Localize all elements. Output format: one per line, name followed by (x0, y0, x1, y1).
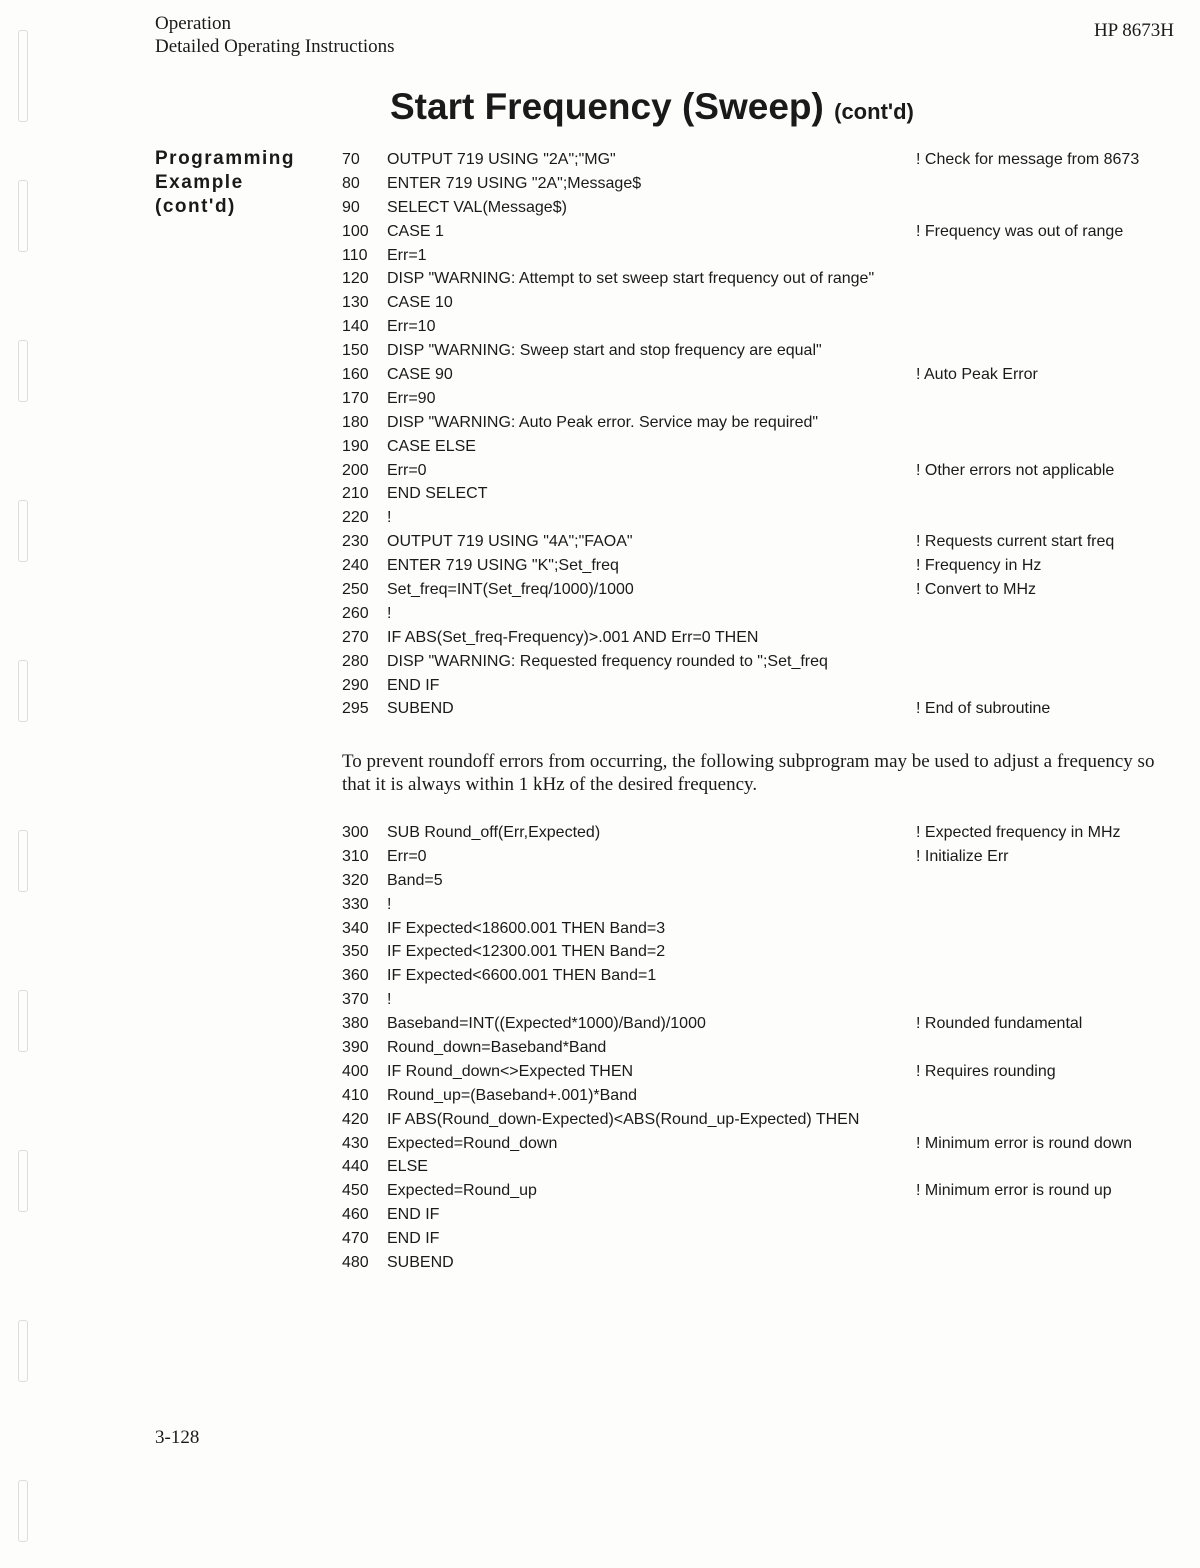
line-number: 100 (342, 222, 369, 240)
code-line (342, 674, 1182, 698)
code-comment: ! Frequency in Hz (916, 557, 1042, 575)
line-number: 360 (342, 967, 369, 985)
code-line (342, 917, 1182, 941)
code-statement: IF Expected<18600.001 THEN Band=3 (387, 919, 666, 937)
line-number: 130 (342, 294, 369, 312)
code-statement: IF Round_down<>Expected THEN (387, 1062, 634, 1080)
code-statement: SUBEND (387, 700, 454, 718)
line-number: 210 (342, 485, 369, 503)
code-comment: ! Initialize Err (916, 847, 1009, 865)
line-number: 200 (342, 461, 369, 479)
code-comment: ! Requests current start freq (916, 533, 1115, 551)
line-number: 370 (342, 991, 369, 1009)
binder-edge-mark (18, 1480, 28, 1542)
code-statement: OUTPUT 719 USING "4A";"FAOA" (387, 533, 633, 551)
code-statement: DISP "WARNING: Auto Peak error. Service may be required" (387, 413, 819, 431)
code-statement: ENTER 719 USING "2A";Message$ (387, 174, 642, 192)
code-statement: CASE 10 (387, 294, 453, 312)
code-line (342, 893, 1182, 917)
line-number: 460 (342, 1206, 369, 1224)
line-number: 470 (342, 1230, 369, 1248)
code-statement: ENTER 719 USING "K";Set_freq (387, 557, 619, 575)
line-number: 330 (342, 895, 369, 913)
body-paragraph: To prevent roundoff errors from occurring, the following subprogram may be used to adjust a frequency so that it is always within 1 kHz of the desired frequency. (342, 751, 1155, 795)
line-number: 140 (342, 318, 369, 336)
code-line (342, 530, 1182, 554)
code-statement: DISP "WARNING: Attempt to set sweep start frequency out of range" (387, 270, 875, 288)
line-number: 190 (342, 437, 369, 455)
line-number: 440 (342, 1158, 369, 1176)
code-line (342, 1060, 1182, 1084)
binder-edge-mark (18, 1320, 28, 1382)
line-number: 280 (342, 652, 369, 670)
line-number: 230 (342, 533, 369, 551)
line-number: 150 (342, 342, 369, 360)
code-statement: SELECT VAL(Message$) (387, 198, 567, 216)
code-line (342, 1084, 1182, 1108)
code-statement: ! (387, 509, 392, 527)
code-line (342, 697, 1182, 721)
code-line (342, 1108, 1182, 1132)
code-comment: ! Other errors not applicable (916, 461, 1115, 479)
line-number: 430 (342, 1134, 369, 1152)
code-comment: ! Minimum error is round down (916, 1134, 1133, 1152)
line-number: 300 (342, 824, 369, 841)
code-statement: ELSE (387, 1158, 428, 1176)
code-statement: SUBEND (387, 1254, 454, 1272)
code-statement: END IF (387, 676, 440, 694)
code-statement: Err=0 (387, 847, 427, 865)
code-line (342, 244, 1182, 268)
code-line (342, 602, 1182, 626)
code-comment: ! Minimum error is round up (916, 1182, 1112, 1200)
code-statement: OUTPUT 719 USING "2A";"MG" (387, 151, 616, 168)
binder-edge-mark (18, 30, 28, 122)
code-statement: Band=5 (387, 871, 443, 889)
code-statement: Expected=Round_up (387, 1182, 537, 1200)
line-number: 180 (342, 413, 369, 431)
code-line (342, 1155, 1182, 1179)
line-number: 350 (342, 943, 369, 961)
code-line (342, 220, 1182, 244)
code-statement: CASE 90 (387, 366, 453, 384)
code-statement: Expected=Round_down (387, 1134, 558, 1152)
code-statement: END SELECT (387, 485, 488, 503)
code-listing-main (342, 148, 1182, 721)
line-number: 450 (342, 1182, 369, 1200)
code-line (342, 845, 1182, 869)
code-line (342, 1132, 1182, 1156)
code-line (342, 482, 1182, 506)
line-number: 310 (342, 847, 369, 865)
code-statement: Baseband=INT((Expected*1000)/Band)/1000 (387, 1015, 706, 1033)
code-line (342, 1251, 1182, 1275)
code-statement: CASE 1 (387, 222, 444, 240)
line-number: 80 (342, 174, 360, 192)
code-statement: SUB Round_off(Err,Expected) (387, 824, 601, 841)
code-statement: IF ABS(Round_down-Expected)<ABS(Round_up-Expected) THEN (387, 1110, 860, 1128)
code-line (342, 267, 1182, 291)
code-line (342, 387, 1182, 411)
code-line (342, 172, 1182, 196)
binder-edge-mark (18, 660, 28, 722)
code-comment: ! Expected frequency in MHz (916, 824, 1121, 841)
binder-edge-mark (18, 1150, 28, 1212)
code-line (342, 1203, 1182, 1227)
code-statement: CASE ELSE (387, 437, 476, 455)
header-section: Operation (155, 13, 231, 34)
code-comment: ! Check for message from 8673 (916, 151, 1140, 168)
line-number: 110 (342, 246, 368, 264)
code-statement: Err=90 (387, 389, 436, 407)
code-comment: ! Auto Peak Error (916, 366, 1038, 384)
code-statement: ! (387, 895, 392, 913)
line-number: 170 (342, 389, 369, 407)
line-number: 290 (342, 676, 369, 694)
code-line (342, 1227, 1182, 1251)
sidebar-heading (155, 147, 295, 219)
code-line (342, 869, 1182, 893)
code-line (342, 1036, 1182, 1060)
code-line (342, 1179, 1182, 1203)
code-statement: ! (387, 991, 392, 1009)
line-number: 220 (342, 509, 369, 527)
code-line (342, 148, 1182, 172)
line-number: 70 (342, 151, 360, 168)
code-comment: ! Rounded fundamental (916, 1015, 1083, 1033)
code-statement: Round_down=Baseband*Band (387, 1039, 607, 1057)
code-comment: ! End of subroutine (916, 700, 1051, 718)
code-statement: DISP "WARNING: Requested frequency rounded to ";Set_freq (387, 652, 828, 670)
page-number: 3-128 (155, 1427, 200, 1448)
code-statement: DISP "WARNING: Sweep start and stop frequency are equal" (387, 342, 822, 360)
code-statement: IF Expected<12300.001 THEN Band=2 (387, 943, 666, 961)
code-line (342, 506, 1182, 530)
line-number: 260 (342, 604, 369, 622)
header-model: HP 8673H (1093, 20, 1174, 41)
code-line (342, 578, 1182, 602)
binder-edge-mark (18, 990, 28, 1052)
code-line (342, 196, 1182, 220)
code-line (342, 411, 1182, 435)
code-line (342, 363, 1182, 387)
binder-edge-mark (18, 340, 28, 402)
code-statement: END IF (387, 1230, 440, 1248)
line-number: 270 (342, 628, 369, 646)
header-subsection: Detailed Operating Instructions (155, 36, 395, 57)
page-title-suffix: (cont'd) (834, 99, 914, 124)
code-listing-roundoff (342, 821, 1182, 1275)
code-comment: ! Frequency was out of range (916, 222, 1124, 240)
code-statement: IF Expected<6600.001 THEN Band=1 (387, 967, 657, 985)
line-number: 340 (342, 919, 369, 937)
code-line (342, 459, 1182, 483)
code-line (342, 964, 1182, 988)
line-number: 240 (342, 557, 369, 575)
line-number: 380 (342, 1015, 369, 1033)
code-statement: Err=0 (387, 461, 427, 479)
line-number: 320 (342, 871, 369, 889)
line-number: 295 (342, 700, 369, 718)
running-header (155, 12, 395, 58)
code-line (342, 626, 1182, 650)
code-line (342, 339, 1182, 363)
sidebar-line: Example (155, 172, 244, 193)
code-statement: Err=10 (387, 318, 436, 336)
code-line (342, 940, 1182, 964)
code-statement: Set_freq=INT(Set_freq/1000)/1000 (387, 581, 634, 599)
code-statement: END IF (387, 1206, 440, 1224)
line-number: 250 (342, 581, 369, 599)
line-number: 480 (342, 1254, 369, 1272)
line-number: 390 (342, 1039, 369, 1057)
code-statement: Err=1 (387, 246, 427, 264)
code-line (342, 291, 1182, 315)
code-line (342, 1012, 1182, 1036)
line-number: 90 (342, 198, 360, 216)
code-line (342, 554, 1182, 578)
sidebar-line: Programming (155, 148, 296, 169)
code-line (342, 988, 1182, 1012)
binder-edge-mark (18, 500, 28, 562)
code-statement: ! (387, 604, 392, 622)
binder-edge-mark (18, 830, 28, 892)
line-number: 410 (342, 1086, 369, 1104)
line-number: 160 (342, 366, 369, 384)
line-number: 400 (342, 1062, 369, 1080)
sidebar-line: (cont'd) (155, 196, 236, 217)
code-line (342, 650, 1182, 674)
code-line (342, 315, 1182, 339)
page-title (390, 86, 914, 128)
line-number: 120 (342, 270, 369, 288)
page-title-main: Start Frequency (Sweep) (390, 86, 824, 127)
line-number: 420 (342, 1110, 369, 1128)
code-statement: Round_up=(Baseband+.001)*Band (387, 1086, 637, 1104)
binder-edge-mark (18, 180, 28, 252)
code-line (342, 435, 1182, 459)
code-statement: IF ABS(Set_freq-Frequency)>.001 AND Err=0 THEN (387, 628, 759, 646)
code-comment: ! Convert to MHz (916, 581, 1037, 599)
code-comment: ! Requires rounding (916, 1062, 1056, 1080)
code-line (342, 821, 1182, 845)
